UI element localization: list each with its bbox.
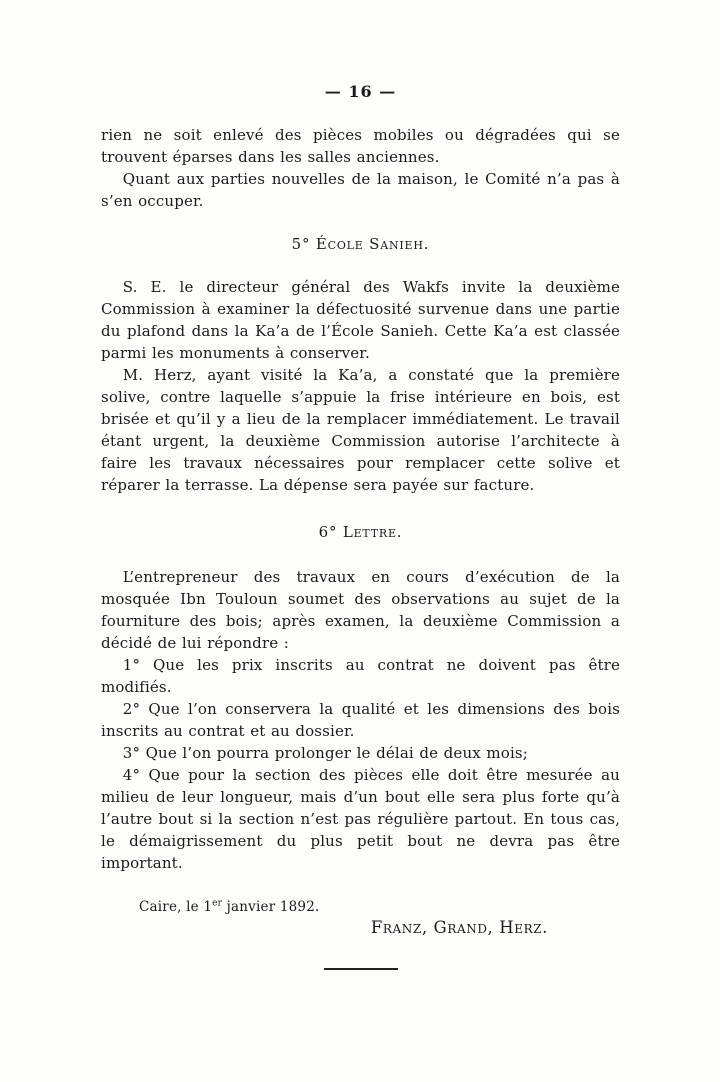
list-item: 4° Que pour la section des pièces elle doit être mesurée au milieu de leur longueur, mais d’un bout elle sera plus forte qu’à l’autre bout si la section n’est pas régulière partout. En tous cas, le démaigrissement du plus petit bout ne devra pas être important. [101,766,620,872]
page-number: — 16 — [324,82,397,101]
dateline [139,898,620,916]
end-rule [324,968,398,970]
list-item: 2° Que l’on conservera la qualité et les dimensions des bois inscrits au contrat et au dossier. [101,700,620,740]
section-heading-6: 6° Lettre. [318,523,403,541]
dateline-ordinal: er [212,898,223,909]
paragraph: Quant aux parties nouvelles de la maison, le Comité n’a pas à s’en occuper. [101,170,620,210]
paragraph: M. Herz, ayant visité la Ka’a, a constaté que la première solive, contre laquelle s’appuie la frise intérieure en bois, est brisée et qu’il y a lieu de la remplacer immédiatement. Le travail étant urgent, la deuxième Commission autorise l’architecte à faire les travaux nécessaires pour remplacer cette solive et réparer la terrasse. La dépense sera payée sur facture. [101,366,620,494]
list-item: 3° Que l’on pourra prolonger le délai de deux mois; [122,744,528,762]
list-item: 1° Que les prix inscrits au contrat ne doivent pas être modifiés. [101,656,620,696]
dateline-text: janvier 1892. [222,899,320,915]
paragraph: S. E. le directeur général des Wakfs invite la deuxième Commission à examiner la défectuosité survenue dans une partie du plafond dans la Ka’a de l’École Sanieh. Cette Ka’a est classée parmi les monuments à conserver. [101,278,620,362]
dateline-text: Caire, le 1 [139,899,213,915]
paragraph-continuation: rien ne soit enlevé des pièces mobiles ou dégradées qui se trouvent éparses dans les salles anciennes. [101,126,620,166]
section-heading-5: 5° École Sanieh. [291,235,430,253]
signature: Franz, Grand, Herz. [370,918,548,937]
paragraph: L’entrepreneur des travaux en cours d’exécution de la mosquée Ibn Touloun soumet des observations au sujet de la fourniture des bois; après examen, la deuxième Commission a décidé de lui répondre : [101,568,620,652]
